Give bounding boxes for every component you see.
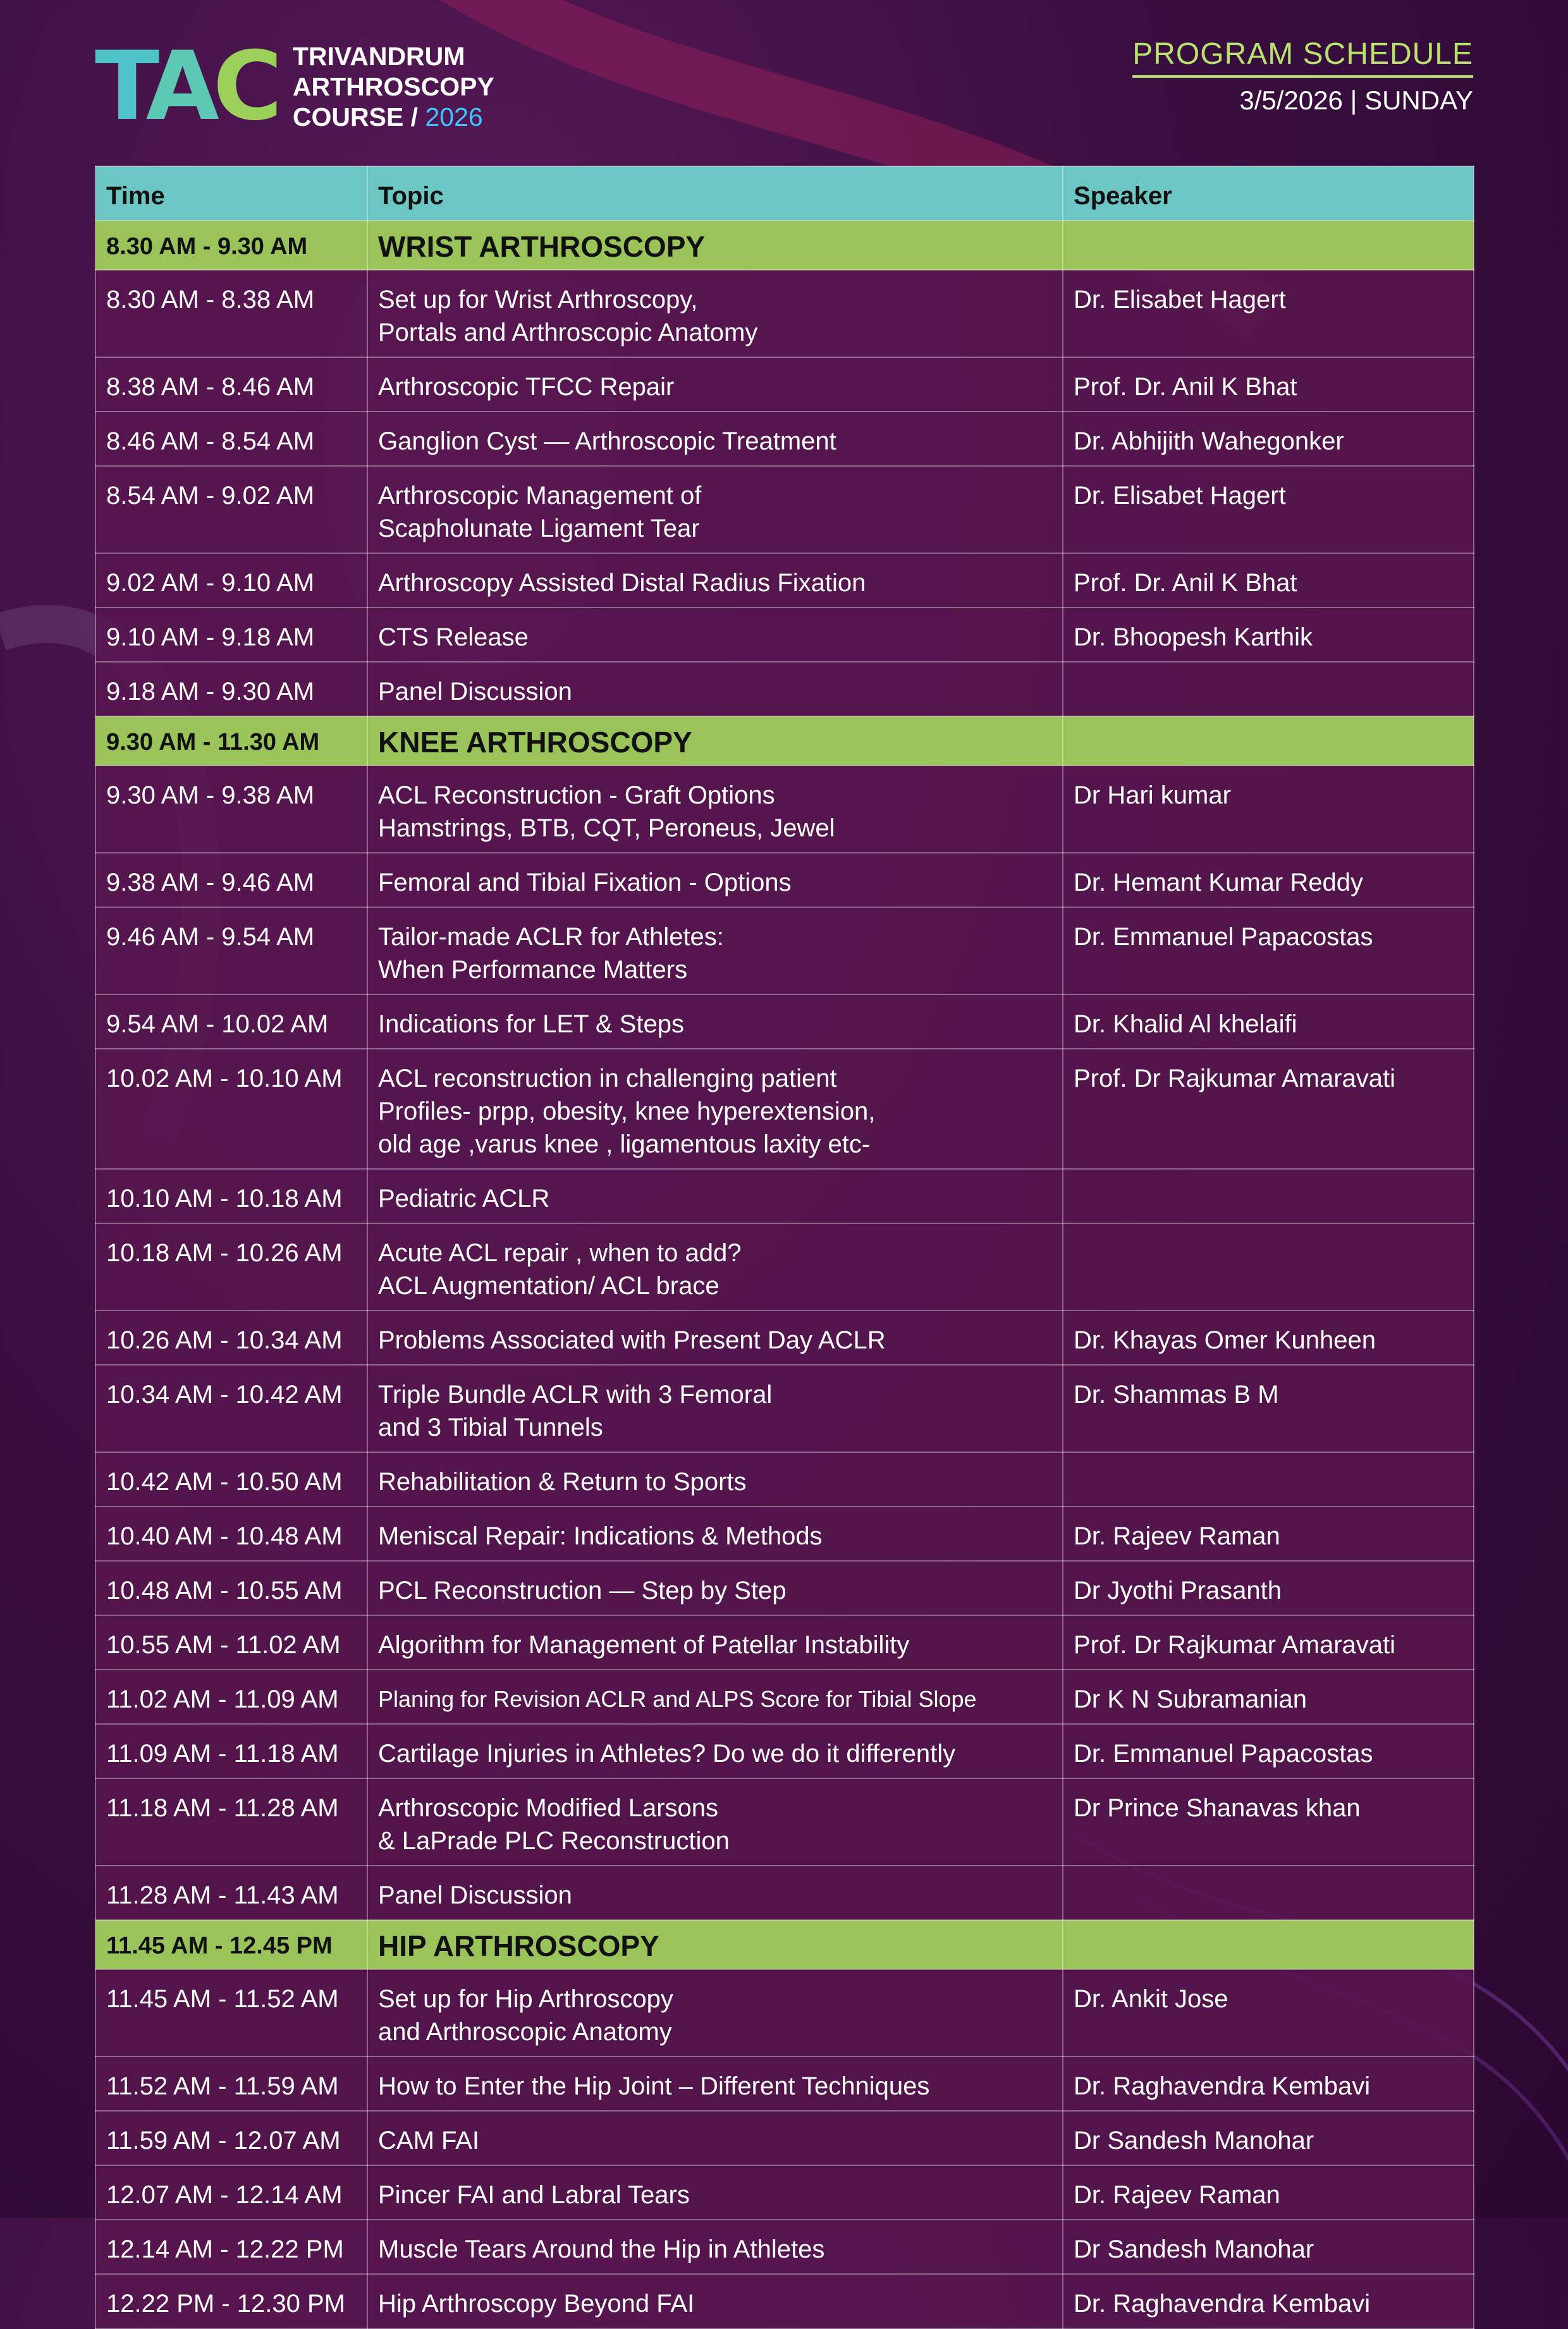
row-time: 11.09 AM - 11.18 AM: [95, 1724, 367, 1778]
row-topic: Indications for LET & Steps: [367, 994, 1063, 1049]
row-speaker: Dr. Raghavendra Kembavi: [1063, 2274, 1474, 2328]
row-time: 10.02 AM - 10.10 AM: [95, 1049, 367, 1169]
row-time: 11.02 AM - 11.09 AM: [95, 1670, 367, 1724]
row-speaker: Prof. Dr. Anil K Bhat: [1063, 553, 1474, 608]
row-topic: Arthroscopic TFCC Repair: [367, 357, 1063, 412]
row-topic: Hip Arthroscopy Beyond FAI: [367, 2274, 1063, 2328]
table-row: [95, 1724, 1474, 1778]
table-row: [95, 1507, 1474, 1561]
table-row: [95, 1223, 1474, 1311]
row-speaker: Dr. Bhoopesh Karthik: [1063, 608, 1474, 662]
row-time: 8.46 AM - 8.54 AM: [95, 412, 367, 466]
table-row: [95, 2111, 1474, 2165]
row-speaker: Prof. Dr. Anil K Bhat: [1063, 357, 1474, 412]
row-time: 10.10 AM - 10.18 AM: [95, 1169, 367, 1223]
row-topic: Tailor-made ACLR for Athletes: When Performance Matters: [367, 907, 1063, 994]
section-time: 8.30 AM - 9.30 AM: [95, 221, 367, 270]
row-time: 10.40 AM - 10.48 AM: [95, 1507, 367, 1561]
row-topic: Arthroscopic Management of Scapholunate Ligament Tear: [367, 466, 1063, 553]
table-row: [95, 853, 1474, 907]
course-logo: [95, 32, 494, 142]
row-speaker: [1063, 1169, 1474, 1223]
row-topic: How to Enter the Hip Joint – Different Techniques: [367, 2057, 1063, 2111]
header-topic: Topic: [367, 166, 1063, 221]
row-speaker: Dr. Raghavendra Kembavi: [1063, 2057, 1474, 2111]
table-row: [95, 270, 1474, 357]
table-row: [95, 2165, 1474, 2220]
row-time: 9.30 AM - 9.38 AM: [95, 766, 367, 853]
row-speaker: Dr. Elisabet Hagert: [1063, 466, 1474, 553]
section-time: 9.30 AM - 11.30 AM: [95, 716, 367, 766]
section-header-row: [95, 1920, 1474, 1969]
table-row: [95, 1866, 1474, 1920]
row-speaker: Dr. Rajeev Raman: [1063, 2165, 1474, 2220]
table-row: [95, 1670, 1474, 1724]
header-time: Time: [95, 166, 367, 221]
row-topic: Pincer FAI and Labral Tears: [367, 2165, 1063, 2220]
row-time: 10.26 AM - 10.34 AM: [95, 1311, 367, 1365]
table-header-row: [95, 166, 1474, 221]
row-speaker: Dr K N Subramanian: [1063, 1670, 1474, 1724]
program-header: [1132, 37, 1473, 116]
row-speaker: Prof. Dr Rajkumar Amaravati: [1063, 1049, 1474, 1169]
program-date: 3/5/2026 | SUNDAY: [1239, 85, 1473, 115]
logo-line-1: TRIVANDRUM: [292, 42, 465, 71]
row-speaker: Dr. Abhijith Wahegonker: [1063, 412, 1474, 466]
row-topic: Femoral and Tibial Fixation - Options: [367, 853, 1063, 907]
row-topic: Meniscal Repair: Indications & Methods: [367, 1507, 1063, 1561]
table-row: [95, 412, 1474, 466]
row-time: 12.14 AM - 12.22 PM: [95, 2220, 367, 2274]
table-row: [95, 1561, 1474, 1615]
row-topic: CTS Release: [367, 608, 1063, 662]
row-topic: Rehabilitation & Return to Sports: [367, 1452, 1063, 1507]
row-speaker: [1063, 1223, 1474, 1311]
row-time: 9.10 AM - 9.18 AM: [95, 608, 367, 662]
row-speaker: Prof. Dr Rajkumar Amaravati: [1063, 1615, 1474, 1670]
row-topic: Arthroscopic Modified Larsons & LaPrade PLC Reconstruction: [367, 1778, 1063, 1866]
logo-letter-t: T: [95, 32, 146, 142]
row-speaker: [1063, 1452, 1474, 1507]
row-time: 9.38 AM - 9.46 AM: [95, 853, 367, 907]
row-time: 10.48 AM - 10.55 AM: [95, 1561, 367, 1615]
row-topic: Problems Associated with Present Day ACLR: [367, 1311, 1063, 1365]
row-time: 9.54 AM - 10.02 AM: [95, 994, 367, 1049]
row-time: 9.46 AM - 9.54 AM: [95, 907, 367, 994]
row-speaker: Dr. Khalid Al khelaifi: [1063, 994, 1474, 1049]
row-topic: Ganglion Cyst — Arthroscopic Treatment: [367, 412, 1063, 466]
row-time: 9.18 AM - 9.30 AM: [95, 662, 367, 716]
row-topic: PCL Reconstruction — Step by Step: [367, 1561, 1063, 1615]
table-row: [95, 662, 1474, 716]
row-speaker: Dr. Rajeev Raman: [1063, 1507, 1474, 1561]
row-topic: Planing for Revision ACLR and ALPS Score for Tibial Slope: [367, 1670, 1063, 1724]
row-speaker: [1063, 1866, 1474, 1920]
schedule-table: [95, 166, 1474, 2329]
table-row: [95, 2220, 1474, 2274]
row-time: 12.22 PM - 12.30 PM: [95, 2274, 367, 2328]
row-topic: Pediatric ACLR: [367, 1169, 1063, 1223]
section-header-row: [95, 716, 1474, 766]
row-topic: CAM FAI: [367, 2111, 1063, 2165]
section-speaker-empty: [1063, 1920, 1474, 1969]
row-time: 11.52 AM - 11.59 AM: [95, 2057, 367, 2111]
section-speaker-empty: [1063, 221, 1474, 270]
section-title: KNEE ARTHROSCOPY: [367, 716, 1063, 766]
table-row: [95, 466, 1474, 553]
program-title: PROGRAM SCHEDULE: [1132, 37, 1473, 78]
table-row: [95, 1169, 1474, 1223]
row-topic: Set up for Wrist Arthroscopy, Portals and Arthroscopic Anatomy: [367, 270, 1063, 357]
table-row: [95, 766, 1474, 853]
row-speaker: Dr Hari kumar: [1063, 766, 1474, 853]
schedule-body: [95, 221, 1474, 2328]
row-speaker: Dr. Emmanuel Papacostas: [1063, 907, 1474, 994]
row-time: 10.18 AM - 10.26 AM: [95, 1223, 367, 1311]
logo-letter-a: A: [145, 32, 213, 142]
row-time: 10.34 AM - 10.42 AM: [95, 1365, 367, 1452]
row-topic: Muscle Tears Around the Hip in Athletes: [367, 2220, 1063, 2274]
section-title: WRIST ARTHROSCOPY: [367, 221, 1063, 270]
table-row: [95, 357, 1474, 412]
row-speaker: Dr. Elisabet Hagert: [1063, 270, 1474, 357]
row-time: 12.07 AM - 12.14 AM: [95, 2165, 367, 2220]
row-speaker: Dr. Khayas Omer Kunheen: [1063, 1311, 1474, 1365]
row-time: 8.38 AM - 8.46 AM: [95, 357, 367, 412]
logo-letter-c: C: [212, 32, 276, 142]
row-time: 10.55 AM - 11.02 AM: [95, 1615, 367, 1670]
section-speaker-empty: [1063, 716, 1474, 766]
row-speaker: Dr. Hemant Kumar Reddy: [1063, 853, 1474, 907]
row-speaker: Dr Prince Shanavas khan: [1063, 1778, 1474, 1866]
table-row: [95, 2274, 1474, 2328]
logo-line-3: [293, 102, 494, 132]
table-row: [95, 1615, 1474, 1670]
table-row: [95, 1311, 1474, 1365]
row-time: 10.42 AM - 10.50 AM: [95, 1452, 367, 1507]
table-row: [95, 2057, 1474, 2111]
table-row: [95, 553, 1474, 608]
row-speaker: [1063, 662, 1474, 716]
logo-course-label: COURSE /: [292, 102, 419, 131]
row-topic: Arthroscopy Assisted Distal Radius Fixation: [367, 553, 1063, 608]
header-speaker: Speaker: [1063, 166, 1474, 221]
row-speaker: Dr. Emmanuel Papacostas: [1063, 1724, 1474, 1778]
row-time: 11.28 AM - 11.43 AM: [95, 1866, 367, 1920]
table-row: [95, 1452, 1474, 1507]
row-time: 9.02 AM - 9.10 AM: [95, 553, 367, 608]
logo-line-2: ARTHROSCOPY: [292, 72, 494, 101]
row-speaker: Dr Sandesh Manohar: [1063, 2220, 1474, 2274]
row-time: 11.59 AM - 12.07 AM: [95, 2111, 367, 2165]
row-time: 8.30 AM - 8.38 AM: [95, 270, 367, 357]
row-topic: Panel Discussion: [367, 1866, 1063, 1920]
row-speaker: Dr Sandesh Manohar: [1063, 2111, 1474, 2165]
row-speaker: Dr. Shammas B M: [1063, 1365, 1474, 1452]
table-row: [95, 1778, 1474, 1866]
row-time: 8.54 AM - 9.02 AM: [95, 466, 367, 553]
row-topic: Set up for Hip Arthroscopy and Arthroscopic Anatomy: [367, 1969, 1063, 2057]
row-time: 11.18 AM - 11.28 AM: [95, 1778, 367, 1866]
table-row: [95, 1365, 1474, 1452]
row-speaker: Dr. Ankit Jose: [1063, 1969, 1474, 2057]
row-speaker: Dr Jyothi Prasanth: [1063, 1561, 1474, 1615]
row-topic: Triple Bundle ACLR with 3 Femoral and 3 Tibial Tunnels: [367, 1365, 1063, 1452]
row-topic: ACL reconstruction in challenging patient Profiles- prpp, obesity, knee hyperextension, old age ,varus knee , ligamentous laxity etc-: [367, 1049, 1063, 1169]
section-title: HIP ARTHROSCOPY: [367, 1920, 1063, 1969]
row-topic: Panel Discussion: [367, 662, 1063, 716]
tac-logo-mark: [95, 32, 276, 142]
section-header-row: [95, 221, 1474, 270]
row-topic: ACL Reconstruction - Graft Options Hamstrings, BTB, CQT, Peroneus, Jewel: [367, 766, 1063, 853]
table-row: [95, 608, 1474, 662]
logo-text: [293, 41, 494, 132]
row-topic: Cartilage Injuries in Athletes? Do we do it differently: [367, 1724, 1063, 1778]
section-time: 11.45 AM - 12.45 PM: [95, 1920, 367, 1969]
row-topic: Algorithm for Management of Patellar Instability: [367, 1615, 1063, 1670]
row-time: 11.45 AM - 11.52 AM: [95, 1969, 367, 2057]
table-row: [95, 994, 1474, 1049]
table-row: [95, 907, 1474, 994]
logo-year: 2026: [425, 102, 483, 131]
row-topic: Acute ACL repair , when to add? ACL Augmentation/ ACL brace: [367, 1223, 1063, 1311]
table-row: [95, 1969, 1474, 2057]
table-row: [95, 1049, 1474, 1169]
